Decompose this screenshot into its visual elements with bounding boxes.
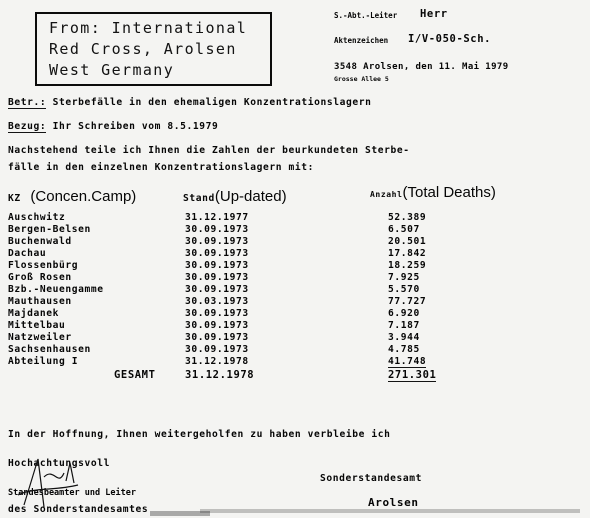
scan-smudge [150,511,210,516]
total-label: GESAMT [114,369,156,381]
table-row: Abteilung I 31.12.1978 41.748 [8,356,427,367]
total-date: 31.12.1978 [185,369,255,381]
table-row: Mittelbau 30.09.1973 7.187 [8,320,420,331]
addressee-label: S.-Abt.-Leiter [334,11,398,20]
betr-label: Betr.: [8,97,47,108]
office-name: Sonderstandesamt [320,473,423,484]
table-row: Bergen-Belsen 30.09.1973 6.507 [8,224,420,235]
bezug-label: Bezug: [8,121,47,132]
table-row: Bzb.-Neuengamme 30.09.1973 5.570 [8,284,420,295]
stamp-line-2: Red Cross, Arolsen [49,40,237,58]
bezug-text: Ihr Schreiben vom 8.5.1979 [52,121,219,132]
scan-smudge [200,509,580,513]
table-row: Natzweiler 30.09.1973 3.944 [8,332,420,343]
stamp-line-1: From: International [49,19,248,37]
col-header-count: Anzahl(Total Deaths) [370,184,496,201]
col-header-camp: KZ (Concen.Camp) [8,188,137,205]
stamp-line-3: West Germany [49,61,175,79]
table-row: Flossenbürg 30.09.1973 18.259 [8,260,427,271]
salutation: Hochachtungsvoll [8,458,111,469]
addressee-name: Herr [420,8,448,20]
place-subline: Grosse Allee 5 [334,75,389,83]
table-row: Dachau 30.09.1973 17.842 [8,248,427,259]
reference-value: I/V-050-Sch. [408,33,492,45]
table-row: Sachsenhausen 30.09.1973 4.785 [8,344,420,355]
office-city: Arolsen [368,496,419,509]
total-count: 271.301 [388,369,437,381]
place-date: 3548 Arolsen, den 11. Mai 1979 [334,62,509,72]
closing-line: In der Hoffnung, Ihnen weitergeholfen zu haben verbleibe ich [8,429,391,440]
table-row: Auschwitz 31.12.1977 52.389 [8,212,427,223]
col-header-date: Stand(Up-dated) [183,188,287,205]
table-row: Buchenwald 30.09.1973 20.501 [8,236,427,247]
betr-text: Sterbefälle in den ehemaligen Konzentrationslagern [52,97,372,108]
table-total-row [0,369,590,381]
reference-label: Aktenzeichen [334,36,389,45]
signer-title-2: des Sonderstandesamtes [8,504,149,515]
sender-stamp [35,12,272,86]
intro-line-1: Nachstehend teile ich Ihnen die Zahlen der beurkundeten Sterbe- [8,145,410,156]
signature-scribble [14,437,104,509]
table-row: Mauthausen 30.03.1973 77.727 [8,296,427,307]
signer-title-1: Standesbeamter und Leiter [8,488,136,498]
intro-line-2: fälle in den einzelnen Konzentrationslagern mit: [8,162,315,173]
table-row: Groß Rosen 30.09.1973 7.925 [8,272,420,283]
table-row: Majdanek 30.09.1973 6.920 [8,308,420,319]
